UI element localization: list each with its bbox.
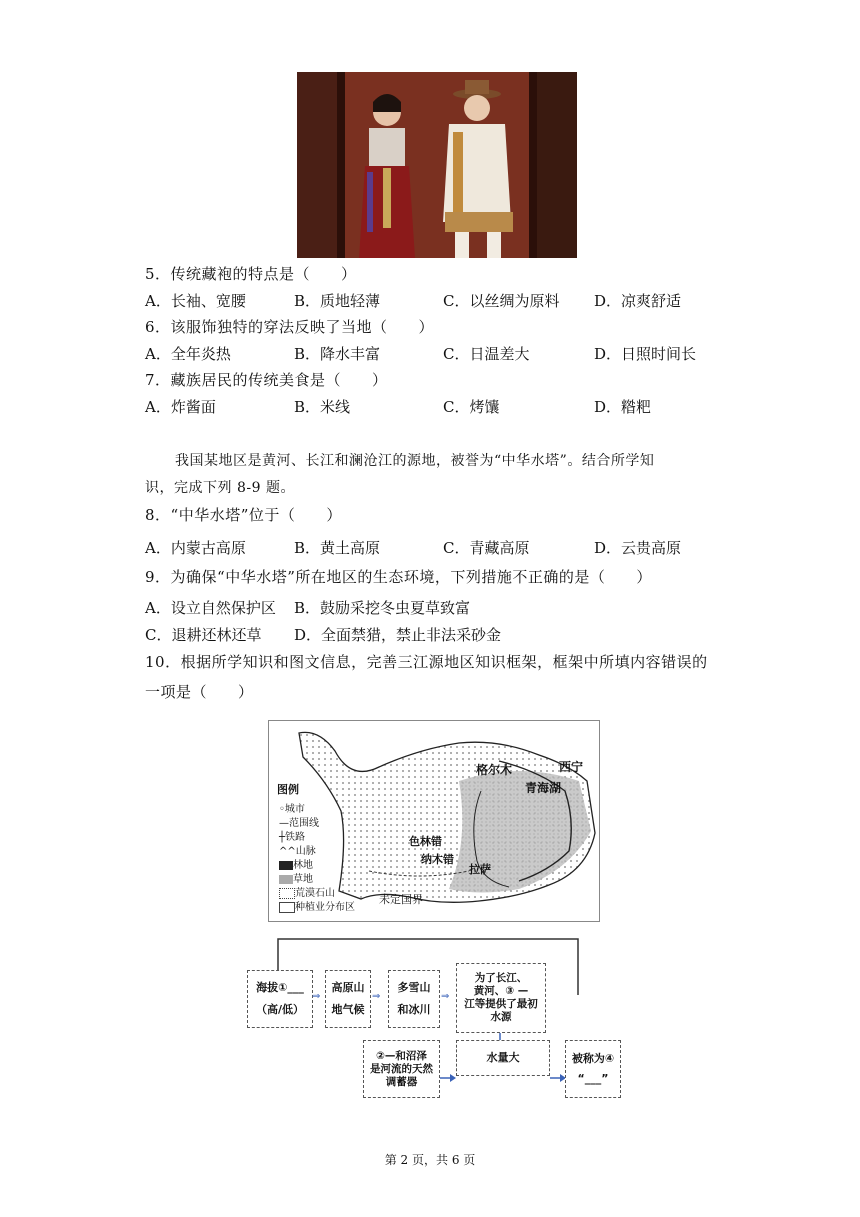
- box-altitude-line-1: 海拔①___: [256, 981, 304, 994]
- legend-desert: [279, 884, 335, 899]
- box-nickname-line-2: “___”: [577, 1072, 609, 1085]
- legend-farming-label: 种植业分布区: [295, 902, 355, 913]
- q5-option-a: A．长袖、宽腰: [145, 292, 246, 310]
- q9-option-c: C．退耕还林还草: [145, 626, 262, 644]
- q5-option-c: C．以丝绸为原料: [443, 292, 560, 310]
- framework-box-water-volume: 水量大: [456, 1040, 550, 1076]
- q7-option-d: D．糌粑: [594, 398, 652, 416]
- place-namtso: 纳木错: [421, 853, 454, 866]
- box-source-line-1: 为了长江、: [474, 972, 528, 984]
- box-wetlands-line-3: 调蓄器: [385, 1075, 418, 1088]
- box-climate-line-2: 地气候: [331, 1003, 365, 1016]
- q7-option-b: B．米线: [294, 398, 351, 416]
- arrow-3: ⇒: [441, 991, 450, 1002]
- legend-city: ◦城市: [279, 804, 305, 815]
- place-qinghai-lake: 青海湖: [525, 781, 562, 795]
- box-glaciers-line-2: 和冰川: [397, 1003, 431, 1016]
- legend-mountain-label: 山脉: [295, 846, 316, 857]
- q9-stem: 9．为确保“中华水塔”所在地区的生态环境，下列措施不正确的是（ ）: [145, 568, 652, 586]
- q9-option-b: B．鼓励采挖冬虫夏草致富: [294, 599, 471, 617]
- framework-box-climate: [325, 970, 371, 1028]
- q6-option-a: A．全年炎热: [145, 345, 231, 363]
- place-lhasa: 拉萨: [469, 863, 491, 876]
- legend-farming: [279, 898, 355, 913]
- box-source-line-4: 水源: [490, 1011, 512, 1023]
- legend-railway-label: 铁路: [285, 832, 306, 843]
- q7-stem: 7．藏族居民的传统美食是（ ）: [145, 371, 388, 389]
- framework-box-wetlands: [363, 1040, 440, 1098]
- q7-option-a: A．炸酱面: [145, 398, 216, 416]
- q9-option-a: A．设立自然保护区: [145, 599, 276, 617]
- q5-option-d: D．凉爽舒适: [594, 292, 682, 310]
- arrow-2: ⇒: [372, 991, 381, 1002]
- q8-option-a: A．内蒙古高原: [145, 539, 246, 557]
- legend-railway: ┼铁路: [279, 832, 306, 843]
- place-siling-co: 色林错: [409, 835, 442, 848]
- q6-option-b: B．降水丰富: [294, 345, 381, 363]
- q6-option-d: D．日照时间长: [594, 345, 697, 363]
- legend-forest-label: 林地: [293, 860, 313, 871]
- q8-option-d: D．云贵高原: [594, 539, 682, 557]
- framework-box-glaciers: [388, 970, 440, 1028]
- legend-title: 图例: [277, 783, 299, 796]
- legend-boundary-label: 范围线: [289, 818, 319, 829]
- tibetan-costume-photo: [297, 72, 577, 258]
- q5-stem: 5．传统藏袍的特点是（ ）: [145, 265, 357, 283]
- q10-stem-line-2: 一项是（ ）: [145, 683, 254, 701]
- q8-option-c: C．青藏高原: [443, 539, 530, 557]
- box-wetlands-line-2: 是河流的天然: [370, 1062, 433, 1075]
- q6-option-c: C．日温差大: [443, 345, 530, 363]
- sanjiangyuan-map: [268, 720, 600, 922]
- box-altitude-line-2: （高/低）: [255, 1003, 305, 1016]
- legend-grassland-label: 草地: [293, 874, 313, 885]
- box-glaciers-line-1: 多雪山: [397, 981, 431, 994]
- place-golmud: 格尔木: [476, 763, 513, 777]
- legend-boundary: —范围线: [279, 818, 319, 829]
- page-footer: 第 2 页，共 6 页: [384, 1153, 476, 1167]
- legend-grassland: [279, 870, 313, 885]
- box-climate-line-1: 高原山: [331, 981, 365, 994]
- box-source-line-3: 江等提供了最初: [464, 998, 538, 1010]
- legend-forest: [279, 856, 313, 871]
- q8-option-b: B．黄土高原: [294, 539, 381, 557]
- photo-illustration: [297, 72, 577, 258]
- q9-option-d: D．全面禁猎，禁止非法采砂金: [294, 626, 502, 644]
- framework-box-water-source: [456, 963, 546, 1033]
- box-wetlands-line-1: ②—和沼泽: [376, 1049, 427, 1062]
- q8-stem: 8．“中华水塔”位于（ ）: [145, 506, 342, 524]
- border-label: 未定国界: [379, 893, 423, 906]
- box-nickname-line-1: 被称为④: [571, 1052, 615, 1065]
- q6-stem: 6．该服饰独特的穿法反映了当地（ ）: [145, 318, 435, 336]
- q5-option-b: B．质地轻薄: [294, 292, 381, 310]
- legend-mountain: ^^山脉: [279, 846, 316, 857]
- legend-desert-label: 荒漠石山: [295, 888, 335, 899]
- q10-stem-line-1: 10．根据所学知识和图文信息，完善三江源地区知识框架，框架中所填内容错误的: [145, 653, 708, 671]
- legend-city-label: 城市: [284, 804, 305, 815]
- framework-box-altitude: [247, 970, 313, 1028]
- place-xining: 西宁: [559, 760, 584, 774]
- intro-line-1: 我国某地区是黄河、长江和澜沧江的源地，被誉为“中华水塔”。结合所学知: [175, 453, 655, 469]
- arrow-1: ⇒: [312, 991, 321, 1002]
- intro-line-2: 识，完成下列 8-9 题。: [145, 480, 295, 496]
- framework-box-nickname: [565, 1040, 621, 1098]
- q7-option-c: C．烤馕: [443, 398, 500, 416]
- box-source-line-2: 黄河、③ —: [473, 985, 529, 997]
